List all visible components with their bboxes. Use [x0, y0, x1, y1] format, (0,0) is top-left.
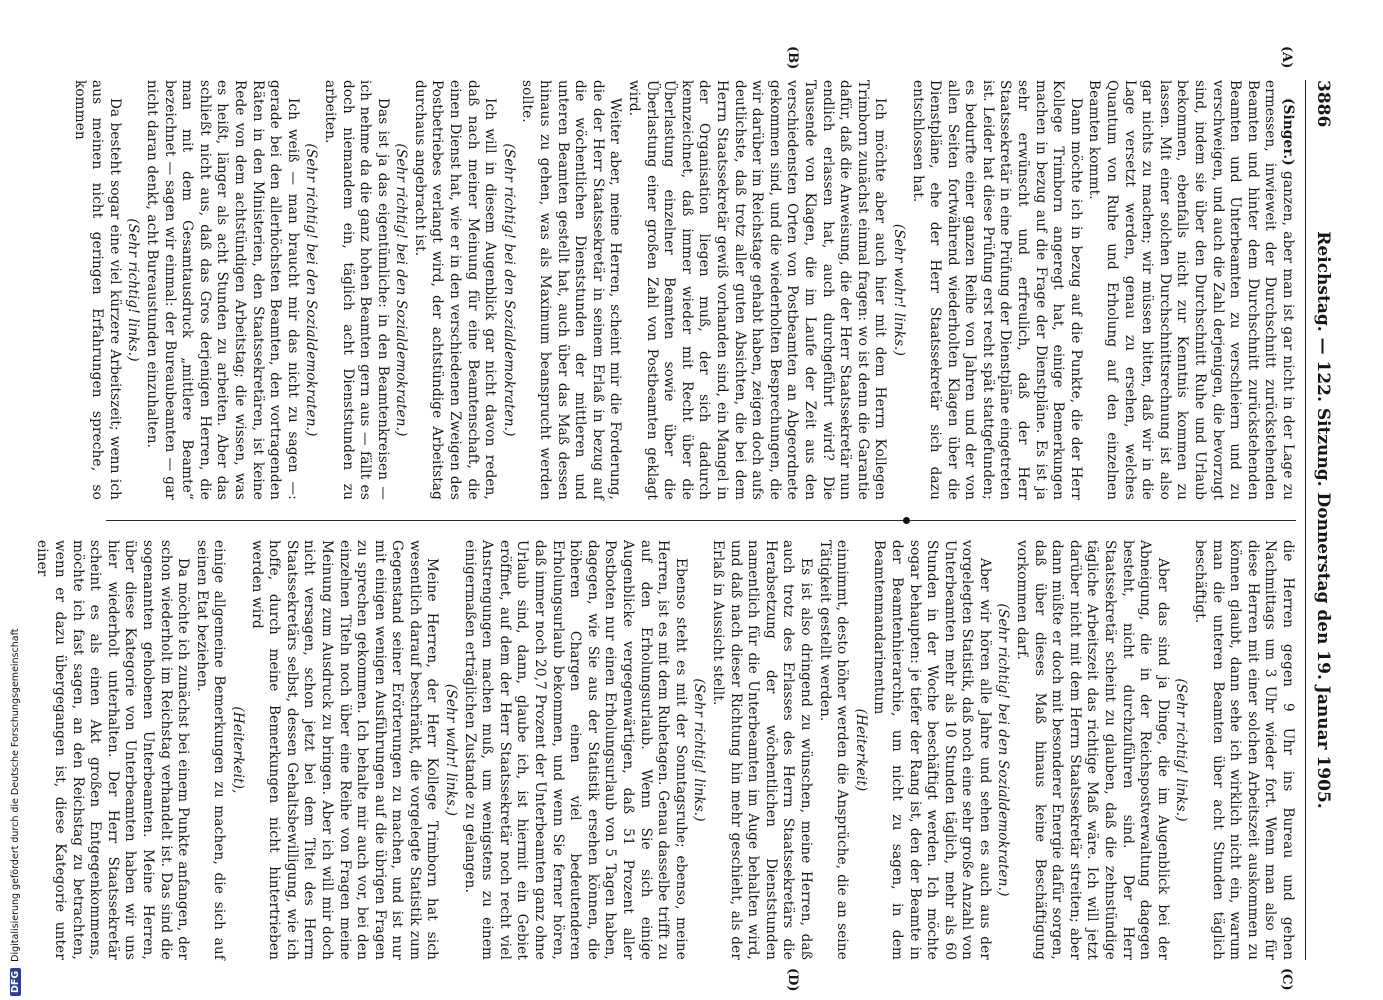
paragraph: [1190, 540, 1296, 960]
paragraph: [708, 540, 814, 960]
interjection: (Sehr richtig! bei den Sozialdemokraten.): [393, 143, 410, 437]
interjection: (Sehr richtig! links.): [1173, 678, 1190, 822]
paragraph-text: Ich weiß — man braucht mir das nicht zu sagen —: gerade bei den allerhöchsten Beamten, den vortragenden Räten in den Ministerien, den Staatssekretären, ist keine Rede von dem achtstündigen Arbeitstag; die wissen, was es heißt, länger als acht Stunden zu arbeiten. Aber das schließt nicht aus, daß das Gros derjenigen Herren, die man mit dem Gesamtausdruck „mittlere Beamte“ bezeichnet — sagen wir einmal: der Bureaubeamten — gar nicht daran denkt, acht Bureaustunden einzuhalten.: [144, 80, 301, 500]
text-column-right: [34, 540, 1296, 960]
paragraph: [815, 540, 850, 960]
paragraph-text: Weiter aber, meine Herren, scheint mir die Forderung, die der Herr Staatssekretär in seinem Erlaß in bezug auf die wöchentlichen Dienststunden der mittleren und unteren Beamten gestellt hat, auch über das Maß dessen hinaus zu gehen, was als Maximum beansprucht werden sollte.: [519, 80, 624, 500]
paragraph-text: Da besteht sogar eine viel kürzere Arbeitszeit; wenn ich aus meinen nicht geringen Erfahrungen spreche, so kommen: [71, 80, 123, 500]
paragraph-text: einige allgemeine Bemerkungen zu machen, die sich auf seinen Etat beziehen.: [193, 540, 228, 960]
page-number: 3886: [1313, 80, 1333, 128]
paragraph-text: Dann möchte ich in bezug auf die Punkte, die der Herr Kollege Trimborn angeregt hat, einige Bemerkungen machen in bezug auf die Frage der Dienstpläne. Es ist ja sehr erwünscht und erfreulich, daß der Herr Staatssekretär in eine Prüfung der Dienstpläne eingetreten ist. Leider hat diese Prüfung erst recht spät stattgefunden; es bedurfte einer ganzen Reihe von Jahren und der von allen Seiten fortwährend wiederholten Klagen über die Dienstpläne, ehe der Herr Staatssekretär sich dazu entschlossen hat.: [909, 80, 1084, 500]
paragraph-text: Es ist also dringend zu wünschen, meine Herren, daß auch trotz des Erlasses des Herrn Staatssekretärs die Herabsetzung der wöchentlichen Dienststunden namentlich für die Unterbeamten im Auge behalten wird, und daß nach dieser Richtung hin mehr geschieht, als der Erlaß in Aussicht stellt.: [710, 540, 814, 960]
paragraph-text: Meine Herren, der Herr Kollege Trimborn hat sich wesentlich darauf beschränkt, die vorgelegte Statistik zum Gegenstand seiner Erörterungen zu machen, und ist nur mit einigen wenigen Ausführungen auf die übrigen Fragen zu sprechen gekommen. Ich behalte mir auch vor, bei den einzelnen Titeln noch über eine Reihe von Fragen meine Meinung zum Ausdruck zu bringen. Aber ich will mir doch nicht versagen, schon jetzt bei dem Titel des Herrn Staatssekretärs selbst, dessen Gehaltsbewilligung, wie ich hoffe, durch meine Bemerkungen nicht hintertrieben werden wird: [248, 540, 441, 960]
credit-text: Digitalisierung gefördert durch die Deutsche Forschungsgemeinschaft: [10, 628, 21, 962]
paragraph-text: Das ist ja das eigentümliche: in den Beamtenkreisen — ich nehme da die ganz hohen Beamten gern aus — fällt es doch niemandem ein, täglich acht Dienststunden zu arbeiten.: [321, 80, 391, 500]
margin-mark-b: (B): [785, 46, 800, 70]
digitization-credit: [10, 629, 21, 997]
interjection: (Sehr richtig! bei den Sozialdemokraten.): [500, 143, 517, 437]
paragraph: [624, 80, 888, 500]
interjection: (Heiterkeit),: [229, 706, 246, 794]
paragraph-text: einnimmt, desto höher werden die Ansprüche, die an seine Tätigkeit gestellt werden.: [816, 540, 851, 960]
page-header: [1305, 80, 1340, 960]
divider-dot: [903, 517, 910, 524]
rotated-newspaper-page: [34, 46, 1340, 992]
paragraph: [142, 80, 300, 500]
interjection: (Sehr wahr! links.): [443, 683, 460, 817]
paragraph: [320, 80, 390, 500]
paragraph: [460, 540, 689, 960]
paragraph-text: Ich will in diesem Augenblick gar nicht davon reden, daß nach meiner Meinung für eine Beamtenschaft, die einen Dienst hat, wie er in den verschiedenen Zweigen des Postbetriebes verlangt wird, der achtstündige Arbeitstag durchaus angebracht ist.: [411, 80, 499, 500]
column-divider: [106, 520, 1296, 521]
paragraph-text: Ebenso steht es mit der Sonntagsruhe; ebenso, meine Herren, ist es mit dem Ruhetagen. Genau dasselbe trifft zu auf den Erholungsurlaub. Wenn Sie sich einige Augenblicke vergegenwärtigen, daß 51 Prozent aller Postboten nur einen Erholungsurlaub von 5 Tagen haben, dagegen, wie Sie aus der Statistik ersehen können, die höheren Chargen einen viel bedeutenderen Erholungsurlaub bekommen, und wenn Sie ferner hören, daß immer noch 20,7 Prozent der Unterbeamten ganz ohne Urlaub sind, dann, glaube ich, ist hiermit ein Gebiet eröffnet, auf dem der Herr Staatssekretär noch recht viel Anstrengungen machen muß, um wenigstens zu einem einigermaßen erträglichen Zustande zu gelangen.: [461, 540, 689, 960]
paragraph: [33, 540, 191, 960]
paragraph: [1085, 80, 1296, 500]
margin-mark-a: (A): [1279, 46, 1294, 69]
paragraph-text: Ich möchte aber auch hier mit dem Herrn Kollegen Trimborn zunächst einmal fragen: wo ist denn die Garantie dafür, daß die Anweisung, die der Herr Staatssekretär nun endlich erlassen hat, auch durchgeführt wird? Die Tausende von Klagen, die im Laufe der Zeit aus den verschiedensten Orten von Postbeamten an Abgeordnete gekommen sind, und die wiederholten Besprechungen, die wir darüber im Reichstage gehabt haben, zeigen doch aufs deutlichste, daß trotz aller guten Absichten, die bei dem Herrn Staatssekretär gewiß vorhanden sind, ein Mangel in der Organisation liegen muß, der sich dadurch kennzeichnet, daß immer wieder mit Recht über die Überlastung einzelner Beamten sowie über die Überlastung einer großen Zahl von Postbeamten geklagt wird.: [626, 80, 889, 500]
text-column-left: [71, 80, 1296, 500]
paragraph: [192, 540, 227, 960]
dfg-logo: DFG: [10, 968, 21, 996]
running-title: Reichstag. — 122. Sitzung. Donnerstag den 19. Januar 1905.: [1313, 231, 1333, 809]
speaker-name: (Singer.): [1280, 98, 1296, 166]
interjection: (Sehr wahr! links.): [890, 223, 907, 357]
interjection: (Sehr richtig! bei den Sozialdemokraten.): [995, 603, 1012, 897]
paragraph: [70, 80, 123, 500]
paragraph: [870, 540, 993, 960]
paragraph: [1013, 540, 1171, 960]
paragraph: [908, 80, 1084, 500]
paragraph-text: Aber das sind ja Dinge, die im Augenblick bei der Abneigung, die in der Reichspostverwaltung dagegen besteht, nicht durchzuführen sind. Der Herr Staatssekretär scheint zu glauben, daß die zehnstündige tägliche Arbeitszeit das richtige Maß wäre. Ich will jetzt darüber nicht mit dem Herrn Staatssekretär streiten; aber dann müßte er doch mit besonderer Energie dafür sorgen, daß über dieses Maß hinaus keine Beschäftigung vorkommen darf.: [1014, 540, 1171, 960]
interjection: (Sehr richtig! bei den Sozialdemokraten.): [303, 143, 320, 437]
interjection: (Sehr richtig! links.): [691, 678, 708, 822]
margin-mark-d: (D): [785, 968, 800, 992]
margin-mark-c: (C): [1279, 968, 1294, 991]
interjection: (Heiterkeit): [852, 708, 869, 792]
interjection: (Sehr richtig! links.): [125, 218, 142, 362]
paragraph-text: Aber wir hören alle Jahre und sehen es auch aus der vorgelegten Statistik, daß noch eine sehr große Anzahl von Unterbeamten mehr als 10 Stunden täglich, mehr als 60 Stunden in der Woche beschäftigt werden. Ich möchte sogar behaupten: je tiefer der Rang ist, den der Beamte in der Beamtenhierarchie, um nicht zu sagen, in dem Beamtenmandarinentum: [871, 540, 993, 960]
paragraph-text: die Herren gegen 9 Uhr ins Bureau und gehen Nachmittags um 3 Uhr wieder fort. Wenn man also für diese Herren mit einer solchen Arbeitszeit auskommen zu können glaubt, dann sehe ich wirklich nicht ein, warum man die unteren Beamten über acht Stunden täglich beschäftigt.: [1192, 540, 1296, 960]
paragraph: [518, 80, 624, 500]
paragraph: [410, 80, 498, 500]
paragraph-text: Da möchte ich zunächst bei einem Punkte anfangen, der schon wiederholt im Reichstag verhandelt ist. Das sind die sogenannten gehobenen Unterbeamten. Meine Herren, über diese Kategorie von Unterbeamten haben wir uns hier wiederholt unterhalten. Der Herr Staatssekretär scheint es als einen Akt großen Entgegenkommens, möchte ich fast sagen, an den Reichstag zu betrachten, wenn er dazu übergegangen ist, diese Kategorie unter einer: [34, 540, 192, 960]
paragraph: [247, 540, 441, 960]
paragraph-text: ganzen, aber man ist gar nicht in der Lage zu ermessen, inwieweit der Durchschnitt zurückstehenden Beamten und hinter dem Durchschnitt zurückstehenden Beamten und Unterbeamten zu verschleiern und zu verschweigen, und auch die Zahl derjenigen, die bevorzugt sind, indem sie über den Durchschnitt Ruhe und Urlaub bekommen, ebenfalls nicht zur Kenntnis kommen zu lassen. Mit einer solchen Durchschnittsrechnung ist also gar nichts zu machen; wir müssen bitten, daß wir in die Lage versetzt werden, genau zu ersehen, welches Quantum von Ruhe und Erholung auf den einzelnen Beamten kommt.: [1086, 80, 1296, 500]
